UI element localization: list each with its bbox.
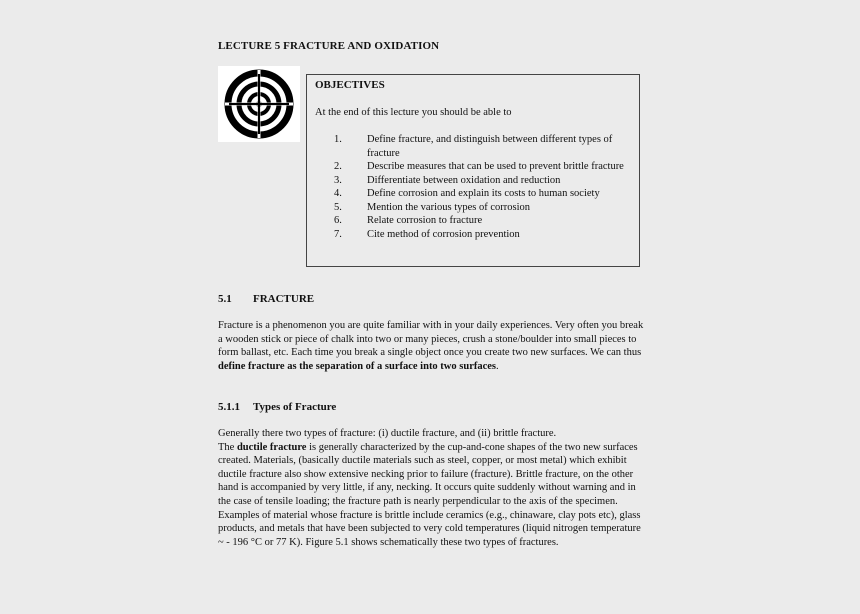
objective-item (307, 201, 639, 215)
objectives-box (306, 74, 640, 267)
objective-number: 7. (334, 228, 342, 240)
objective-text: Define corrosion and explain its costs to human society (367, 188, 600, 199)
objective-number: 6. (334, 215, 342, 226)
logo (218, 66, 300, 142)
objective-text: Cite method of corrosion prevention (367, 228, 520, 240)
fracture-paragraph-end: . (496, 360, 499, 372)
objective-text: Define fracture, and distinguish between different types of fracture (367, 134, 613, 159)
objective-item (307, 214, 639, 228)
objective-item (307, 160, 639, 174)
types-paragraph-text: is generally characterized by the cup-and-cone shapes of the two new surfaces created. Materials, (basically ductile materials such as steel, copper, or most metal) which exhibit ductile fracture also show extensive necking prior to failure (fracture). Brittle fracture, on the other hand is accompanied by very little, if any, necking. It occurs quite suddenly without warning and in the case of tensile loading; the fracture path is nearly perpendicular to the axis of the specimen. Examples of material whose fracture is brittle include ceramics (e.g., chinaware, clay pots etc), glass products, and metals that have been subjected to very cold temperatures (liquid nitrogen temperature ~ - 196 °C or 77 K). Figure 5.1 shows schematically these two types of fractures. (218, 441, 641, 548)
objective-number: 4. (334, 188, 342, 199)
fracture-paragraph (218, 319, 646, 373)
objective-item (307, 174, 639, 188)
objective-item (307, 133, 639, 160)
subsection-heading-types (218, 401, 336, 413)
types-paragraph (218, 427, 646, 549)
objective-text: Differentiate between oxidation and reduction (367, 174, 561, 186)
objective-text: Mention the various types of corrosion (367, 201, 531, 213)
section-number: 5.1 (218, 293, 232, 305)
objectives-list (307, 133, 639, 241)
objectives-intro: At the end of this lecture you should be able to (315, 107, 512, 118)
objective-number: 3. (334, 174, 342, 186)
types-line-1: Generally there two types of fracture: (i) ductile fracture, and (ii) brittle fracture. (218, 428, 557, 439)
objective-item (307, 187, 639, 201)
objective-item (307, 228, 639, 242)
types-the: The (218, 441, 237, 453)
objective-number: 1. (334, 134, 342, 145)
ductile-fracture-term: ductile fracture (236, 441, 307, 453)
objective-number: 5. (334, 201, 342, 213)
subsection-title: Types of Fracture (253, 401, 337, 413)
fracture-paragraph-text: Fracture is a phenomenon you are quite familiar with in your daily experiences. Very often you break a wooden stick or piece of chalk into two or many pieces, crush a stone/boulder into small pieces to form ballast, etc. Each time you break a single object once you create two new surfaces. We can thus (218, 320, 644, 359)
objective-text: Describe measures that can be used to prevent brittle fracture (367, 161, 624, 172)
subsection-number: 5.1.1 (218, 401, 240, 413)
objective-text: Relate corrosion to fracture (367, 215, 483, 226)
concentric-target-logo-icon (218, 66, 300, 142)
fracture-definition: define fracture as the separation of a surface into two surfaces (218, 360, 497, 372)
lecture-title: LECTURE 5 FRACTURE AND OXIDATION (218, 40, 440, 52)
objectives-heading: OBJECTIVES (315, 79, 385, 91)
section-title: FRACTURE (253, 293, 315, 305)
objective-number: 2. (334, 161, 342, 172)
section-heading-fracture (218, 293, 314, 305)
